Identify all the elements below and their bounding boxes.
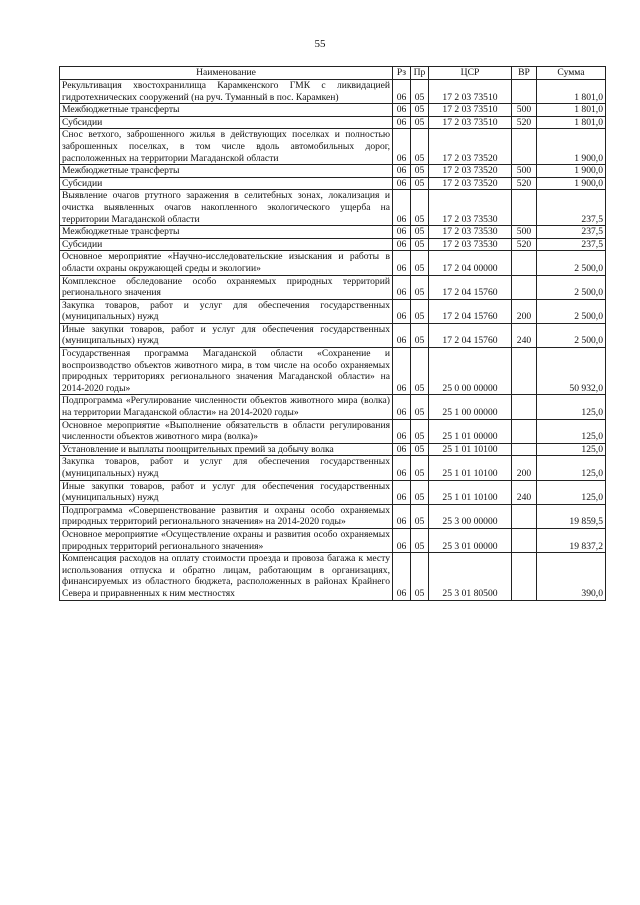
table-row <box>60 104 606 117</box>
row-sum: 19 859,5 <box>537 504 606 528</box>
row-vr <box>512 275 537 299</box>
row-pr: 05 <box>411 165 429 178</box>
table-row <box>60 299 606 323</box>
row-vr <box>512 553 537 600</box>
row-vr: 240 <box>512 323 537 347</box>
row-rz: 06 <box>393 395 411 419</box>
row-csr: 17 2 03 73510 <box>429 116 512 129</box>
row-pr: 05 <box>411 275 429 299</box>
row-name: Иные закупки товаров, работ и услуг для обеспечения государственных (муниципальных) нужд <box>60 480 393 504</box>
row-rz: 06 <box>393 226 411 239</box>
row-pr: 05 <box>411 129 429 165</box>
row-sum: 1 801,0 <box>537 104 606 117</box>
row-csr: 17 2 03 73510 <box>429 104 512 117</box>
row-rz: 06 <box>393 177 411 190</box>
row-pr: 05 <box>411 456 429 480</box>
header-name: Наименование <box>60 67 393 80</box>
row-rz: 06 <box>393 80 411 104</box>
row-vr: 500 <box>512 226 537 239</box>
row-sum: 237,5 <box>537 226 606 239</box>
table-row <box>60 116 606 129</box>
row-csr: 25 1 01 10100 <box>429 480 512 504</box>
row-rz: 06 <box>393 251 411 275</box>
row-name: Выявление очагов ртутного заражения в селитебных зонах, локализация и очистка выявленных очагов накопленного экологического ущерба на территории Магаданской области <box>60 190 393 226</box>
row-name: Рекультивация хвостохранилища Карамкенского ГМК с ликвидацией гидротехнических сооружений (на руч. Туманный в пос. Карамкен) <box>60 80 393 104</box>
header-csr: ЦСР <box>429 67 512 80</box>
row-pr: 05 <box>411 348 429 395</box>
row-vr <box>512 443 537 456</box>
row-vr <box>512 504 537 528</box>
row-name: Межбюджетные трансферты <box>60 104 393 117</box>
row-sum: 50 932,0 <box>537 348 606 395</box>
row-rz: 06 <box>393 129 411 165</box>
row-name: Основное мероприятие «Выполнение обязательств в области регулирования численности объектов животного мира (волка)» <box>60 419 393 443</box>
table-row <box>60 165 606 178</box>
row-rz: 06 <box>393 504 411 528</box>
row-csr: 17 2 03 73510 <box>429 80 512 104</box>
row-name: Установление и выплаты поощрительных премий за добычу волка <box>60 443 393 456</box>
row-name: Иные закупки товаров, работ и услуг для обеспечения государственных (муниципальных) нужд <box>60 323 393 347</box>
row-vr: 500 <box>512 104 537 117</box>
row-name: Подпрограмма «Совершенствование развития и охраны особо охраняемых природных территорий регионального значения» на 2014-2020 годы» <box>60 504 393 528</box>
table-row <box>60 456 606 480</box>
row-vr <box>512 528 537 552</box>
row-vr <box>512 129 537 165</box>
row-csr: 17 2 03 73520 <box>429 129 512 165</box>
row-csr: 25 3 01 80500 <box>429 553 512 600</box>
row-vr <box>512 190 537 226</box>
row-csr: 17 2 04 00000 <box>429 251 512 275</box>
row-csr: 25 1 01 10100 <box>429 443 512 456</box>
row-rz: 06 <box>393 419 411 443</box>
row-csr: 25 0 00 00000 <box>429 348 512 395</box>
row-rz: 06 <box>393 443 411 456</box>
row-pr: 05 <box>411 323 429 347</box>
row-vr <box>512 348 537 395</box>
row-vr: 500 <box>512 165 537 178</box>
table-row <box>60 419 606 443</box>
row-sum: 125,0 <box>537 456 606 480</box>
header-vr: ВР <box>512 67 537 80</box>
row-pr: 05 <box>411 419 429 443</box>
row-csr: 17 2 03 73530 <box>429 190 512 226</box>
row-csr: 17 2 04 15760 <box>429 323 512 347</box>
table-row <box>60 190 606 226</box>
row-sum: 2 500,0 <box>537 299 606 323</box>
row-csr: 25 1 01 10100 <box>429 456 512 480</box>
row-vr: 520 <box>512 116 537 129</box>
row-sum: 125,0 <box>537 480 606 504</box>
row-vr: 200 <box>512 456 537 480</box>
table-row <box>60 323 606 347</box>
table-row <box>60 251 606 275</box>
table-row <box>60 226 606 239</box>
row-rz: 06 <box>393 480 411 504</box>
row-pr: 05 <box>411 80 429 104</box>
row-sum: 125,0 <box>537 419 606 443</box>
row-pr: 05 <box>411 104 429 117</box>
row-vr <box>512 419 537 443</box>
table-header-row <box>60 67 606 80</box>
row-name: Основное мероприятие «Научно-исследовательские изыскания и работы в области охраны окружающей среды и экологии» <box>60 251 393 275</box>
table-row <box>60 177 606 190</box>
row-rz: 06 <box>393 553 411 600</box>
table-row <box>60 504 606 528</box>
row-pr: 05 <box>411 395 429 419</box>
row-pr: 05 <box>411 177 429 190</box>
row-sum: 2 500,0 <box>537 275 606 299</box>
row-pr: 05 <box>411 480 429 504</box>
row-rz: 06 <box>393 165 411 178</box>
row-pr: 05 <box>411 299 429 323</box>
row-rz: 06 <box>393 238 411 251</box>
row-pr: 05 <box>411 251 429 275</box>
row-vr: 520 <box>512 177 537 190</box>
row-pr: 05 <box>411 116 429 129</box>
table-row <box>60 348 606 395</box>
row-csr: 17 2 04 15760 <box>429 275 512 299</box>
budget-table <box>59 66 606 601</box>
row-csr: 25 1 01 00000 <box>429 419 512 443</box>
row-name: Снос ветхого, заброшенного жилья в действующих поселках и полностью заброшенных поселках, в том числе вдоль автомобильных дорог, расположенных на территории Магаданской области <box>60 129 393 165</box>
row-rz: 06 <box>393 275 411 299</box>
row-sum: 1 900,0 <box>537 129 606 165</box>
row-name: Межбюджетные трансферты <box>60 226 393 239</box>
header-pr: Пр <box>411 67 429 80</box>
header-rz: Рз <box>393 67 411 80</box>
row-rz: 06 <box>393 190 411 226</box>
row-sum: 2 500,0 <box>537 251 606 275</box>
row-csr: 25 1 00 00000 <box>429 395 512 419</box>
header-sum: Сумма <box>537 67 606 80</box>
row-sum: 237,5 <box>537 190 606 226</box>
row-rz: 06 <box>393 456 411 480</box>
page-number: 55 <box>314 38 326 50</box>
row-rz: 06 <box>393 323 411 347</box>
table-row <box>60 443 606 456</box>
row-name: Компенсация расходов на оплату стоимости проезда и провоза багажа к месту использования отпуска и обратно лицам, работающим в организациях, финансируемых из областного бюджета, расположенных в районах Крайнего Севера и приравненных к ним местностях <box>60 553 393 600</box>
row-name: Закупка товаров, работ и услуг для обеспечения государственных (муниципальных) нужд <box>60 456 393 480</box>
row-csr: 17 2 03 73520 <box>429 165 512 178</box>
row-pr: 05 <box>411 190 429 226</box>
row-rz: 06 <box>393 104 411 117</box>
row-vr: 520 <box>512 238 537 251</box>
row-pr: 05 <box>411 528 429 552</box>
row-rz: 06 <box>393 299 411 323</box>
row-name: Межбюджетные трансферты <box>60 165 393 178</box>
row-sum: 1 900,0 <box>537 177 606 190</box>
row-name: Основное мероприятие «Осуществление охраны и развития особо охраняемых природных территорий регионального значения» <box>60 528 393 552</box>
row-name: Субсидии <box>60 116 393 129</box>
row-sum: 390,0 <box>537 553 606 600</box>
row-csr: 17 2 03 73530 <box>429 238 512 251</box>
table-row <box>60 129 606 165</box>
row-name: Государственная программа Магаданской области «Сохранение и воспроизводство объектов животного мира, в том числе на особо охраняемых природных территориях регионального значения Магаданской области» на 2014-2020 годы» <box>60 348 393 395</box>
row-pr: 05 <box>411 443 429 456</box>
row-csr: 25 3 01 00000 <box>429 528 512 552</box>
row-sum: 237,5 <box>537 238 606 251</box>
table-row <box>60 395 606 419</box>
row-sum: 1 900,0 <box>537 165 606 178</box>
row-sum: 125,0 <box>537 443 606 456</box>
table-row <box>60 553 606 600</box>
row-pr: 05 <box>411 553 429 600</box>
row-sum: 19 837,2 <box>537 528 606 552</box>
row-vr <box>512 251 537 275</box>
row-vr <box>512 395 537 419</box>
table-row <box>60 528 606 552</box>
row-vr <box>512 80 537 104</box>
row-pr: 05 <box>411 238 429 251</box>
row-sum: 1 801,0 <box>537 116 606 129</box>
row-sum: 1 801,0 <box>537 80 606 104</box>
row-rz: 06 <box>393 116 411 129</box>
row-name: Закупка товаров, работ и услуг для обеспечения государственных (муниципальных) нужд <box>60 299 393 323</box>
row-pr: 05 <box>411 226 429 239</box>
row-csr: 17 2 03 73530 <box>429 226 512 239</box>
row-csr: 25 3 00 00000 <box>429 504 512 528</box>
row-csr: 17 2 04 15760 <box>429 299 512 323</box>
row-rz: 06 <box>393 528 411 552</box>
table-body <box>60 80 606 601</box>
table-row <box>60 480 606 504</box>
row-rz: 06 <box>393 348 411 395</box>
row-pr: 05 <box>411 504 429 528</box>
table-row <box>60 275 606 299</box>
row-name: Субсидии <box>60 177 393 190</box>
row-name: Комплексное обследование особо охраняемых природных территорий регионального значения <box>60 275 393 299</box>
row-vr: 240 <box>512 480 537 504</box>
table-row <box>60 80 606 104</box>
row-vr: 200 <box>512 299 537 323</box>
row-csr: 17 2 03 73520 <box>429 177 512 190</box>
table-row <box>60 238 606 251</box>
row-sum: 125,0 <box>537 395 606 419</box>
row-name: Подпрограмма «Регулирование численности объектов животного мира (волка) на территории Магаданской области» на 2014-2020 годы» <box>60 395 393 419</box>
row-sum: 2 500,0 <box>537 323 606 347</box>
row-name: Субсидии <box>60 238 393 251</box>
